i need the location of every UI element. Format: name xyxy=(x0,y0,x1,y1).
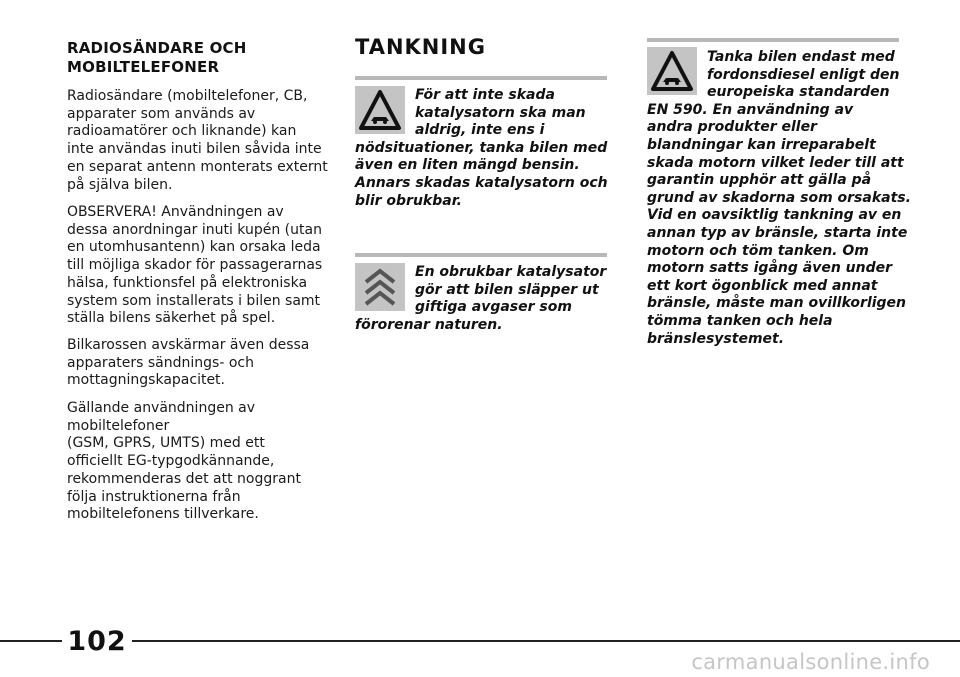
note-line: annan typ av bränsle, starta inte xyxy=(647,224,908,241)
text-line: radioamatörer och liknande) kan xyxy=(67,123,297,140)
section-title-tankning: TANKNING xyxy=(355,35,486,59)
note-line: bränslesystemet. xyxy=(647,330,785,347)
note-line: En obrukbar katalysator xyxy=(415,264,607,280)
note-line: bränsle, måste man ovillkorligen xyxy=(647,295,907,312)
text-line: till möjliga skador för passagerarnas xyxy=(67,257,323,274)
text-line: OBSERVERA! Användningen av xyxy=(67,204,284,220)
note-line: motorn satts igång även under xyxy=(647,260,893,277)
note-line: EN 590. En användning av xyxy=(647,101,854,118)
note-line: katalysatorn ska man xyxy=(415,104,586,121)
text-line: följa instruktionerna från xyxy=(67,488,241,505)
note-line: blandningar kan irreparabelt xyxy=(647,136,876,153)
text-line: dessa anordningar inuti kupén (utan xyxy=(67,221,322,238)
note-line: nödsituationer, tanka bilen med xyxy=(355,139,608,156)
text-line: mottagningskapacitet. xyxy=(67,372,225,389)
note-line: blir obrukbar. xyxy=(355,192,462,209)
note-line: Vid en oavsiktlig tankning av en xyxy=(647,207,902,224)
note-line: fordonsdiesel enligt den xyxy=(707,66,900,83)
text-line: rekommenderas det att noggrant xyxy=(67,470,301,487)
text-line: hälsa, funktionsfel på elektroniska xyxy=(67,274,308,291)
note-line: gör att bilen släpper ut xyxy=(415,281,599,298)
paragraph-body-shielding xyxy=(67,337,325,390)
text-line: Radiosändare (mobiltelefoner, CB, xyxy=(67,88,308,104)
note-divider xyxy=(647,38,899,42)
paragraph-mobile-phones xyxy=(67,400,325,524)
note-line: För att inte skada xyxy=(415,87,555,103)
note-line: förorenar naturen. xyxy=(355,316,503,333)
heading-line: RADIOSÄNDARE OCH xyxy=(67,39,247,57)
note-line: ett kort ögonblick med annat xyxy=(647,277,878,294)
note-line: skada motorn vilket leder till att xyxy=(647,154,904,171)
note-line: giftiga avgaser som xyxy=(415,299,572,316)
note-line: även en liten mängd bensin. xyxy=(355,157,580,174)
note-divider xyxy=(355,76,607,80)
text-line: en separat antenn monterats externt xyxy=(67,158,328,175)
text-line: inte användas inuti bilen såvida inte xyxy=(67,141,322,158)
note-line: Annars skadas katalysatorn och xyxy=(355,174,608,191)
note-line: motorn och töm tanken. Om xyxy=(647,242,869,259)
text-line: på själva bilen. xyxy=(67,176,173,193)
environment-note-catalytic xyxy=(355,264,610,334)
note-line: tömma tanken och hela xyxy=(647,312,833,329)
text-line: (GSM, GPRS, UMTS) med ett xyxy=(67,435,265,452)
note-line: garantin upphör att gälla på xyxy=(647,172,872,189)
text-line: Gällande användningen av xyxy=(67,400,256,416)
note-divider xyxy=(355,253,607,257)
page-number: 102 xyxy=(67,625,127,657)
note-line: grund av skadorna som orsakats. xyxy=(647,189,911,206)
text-line: Bilkarossen avskärmar även dessa xyxy=(67,337,310,353)
warning-note-catalytic xyxy=(355,87,610,210)
watermark: carmanualsonline.info xyxy=(691,650,930,674)
heading-line: MOBILTELEFONER xyxy=(67,58,220,76)
page-number-box xyxy=(62,624,132,658)
footer-rule xyxy=(0,640,960,642)
paragraph-observera xyxy=(67,204,325,328)
text-line: en utomhusantenn) kan orsaka leda xyxy=(67,239,321,256)
note-line: andra produkter eller xyxy=(647,119,817,136)
text-line: mobiltelefonens tillverkare. xyxy=(67,506,259,523)
text-line: system som installerats i bilen samt xyxy=(67,292,321,309)
note-line: aldrig, inte ens i xyxy=(415,122,545,139)
text-line: ställa bilens säkerhet på spel. xyxy=(67,310,276,327)
warning-note-diesel xyxy=(647,49,911,348)
note-line: Tanka bilen endast med xyxy=(707,49,895,65)
text-line: mobiltelefoner xyxy=(67,417,170,434)
paragraph-radio-transmitters xyxy=(67,88,328,194)
text-line: apparaters sändnings- och xyxy=(67,354,254,371)
text-line: apparater som används av xyxy=(67,105,256,122)
note-line: europeiska standarden xyxy=(707,84,890,101)
text-line: officiellt EG-typgodkännande, xyxy=(67,453,275,470)
section-heading-radio xyxy=(67,39,307,77)
